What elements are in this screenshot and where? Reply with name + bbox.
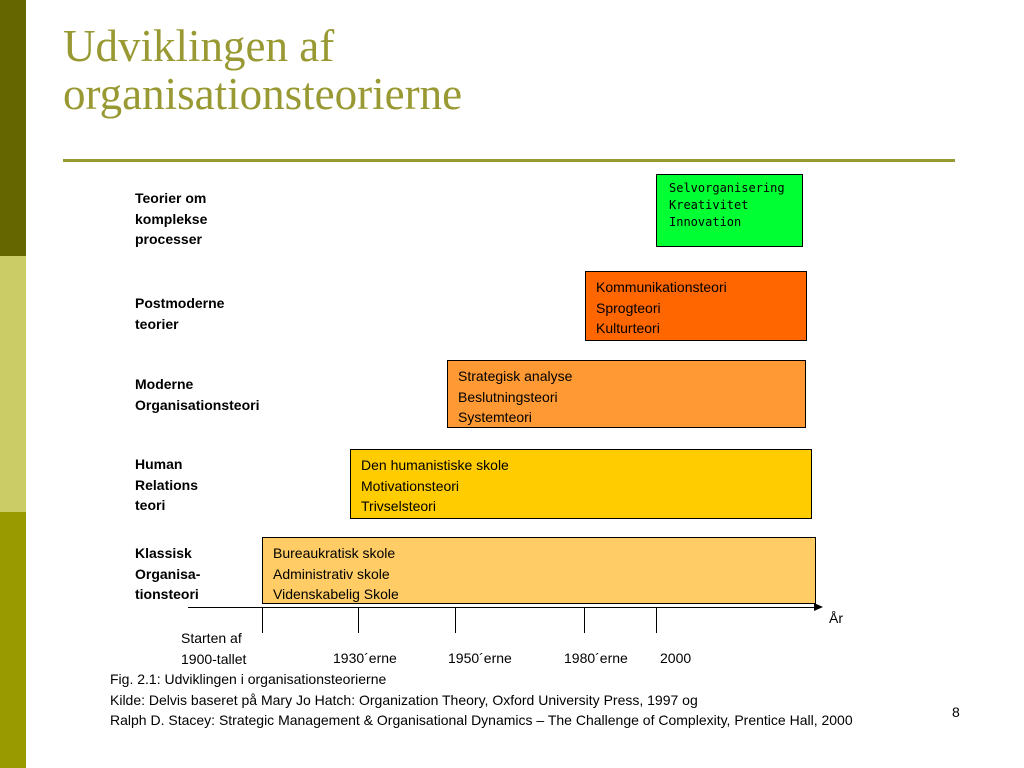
theory-item: Administrativ skole [273, 565, 390, 582]
figure-caption [110, 669, 853, 731]
theory-box-human-relations [350, 449, 812, 519]
theory-item: Sprogteori [596, 299, 661, 316]
axis-label: År [829, 610, 843, 626]
caption-line: Kilde: Delvis baseret på Mary Jo Hatch: Organization Theory, Oxford University Press, 1997 og [110, 691, 698, 708]
row-label-line: tionsteori [135, 586, 199, 602]
sidebar-segment-dark [0, 0, 26, 256]
theory-item: Trivselsteori [361, 498, 436, 514]
row-label-line: Moderne [135, 376, 194, 392]
theory-box-classical [262, 537, 816, 604]
theory-item: Innovation [669, 215, 742, 229]
title-divider [63, 159, 955, 162]
row-label-line: Teorier om [135, 190, 207, 206]
row-label-line: Klassisk [135, 545, 192, 561]
timeline-tick-1980 [584, 608, 585, 633]
row-label-postmodern [135, 293, 224, 334]
timeline-arrow-icon [814, 603, 823, 611]
timeline-label-1980: 1980´erne [564, 650, 628, 666]
timeline-label-start-line1: Starten af [181, 630, 242, 646]
timeline-label-1930: 1930´erne [333, 650, 397, 666]
theory-item: Systemteori [458, 409, 532, 425]
theory-item: Kreativitet [669, 198, 749, 212]
timeline-label-1950: 1950´erne [448, 650, 512, 666]
row-label-classical [135, 543, 200, 605]
row-label-line: Organisa- [135, 565, 201, 582]
theory-box-modern [447, 360, 806, 428]
theory-item: Den humanistiske skole [361, 457, 509, 473]
theory-item: Selvorganisering [669, 181, 785, 195]
caption-line: Ralph D. Stacey: Strategic Management & Organisational Dynamics – The Challenge of Complexity, Prentice Hall, 2000 [110, 712, 853, 728]
timeline-axis [188, 607, 820, 608]
timeline-tick-1950 [455, 608, 456, 633]
caption-line: Fig. 2.1: Udviklingen i organisationsteorierne [110, 671, 387, 687]
theory-item: Kulturteori [596, 320, 660, 336]
sidebar-segment-light [0, 256, 26, 512]
row-label-modern [135, 374, 259, 415]
row-label-line: processer [135, 231, 202, 247]
sidebar-segment-mid [0, 512, 26, 768]
sidebar-decoration [0, 0, 26, 768]
slide-title-line1: Udviklingen af [63, 21, 335, 71]
timeline-label-start [181, 628, 246, 669]
row-label-complex-processes [135, 188, 207, 250]
theory-item: Kommunikationsteori [596, 279, 727, 295]
timeline-tick-1900 [262, 608, 263, 633]
row-label-line: komplekse [135, 210, 208, 227]
slide-title [63, 22, 963, 118]
theory-box-postmodern [585, 271, 807, 341]
timeline-label-2000: 2000 [660, 650, 692, 666]
row-label-line: teorier [135, 315, 179, 332]
timeline-tick-2000 [656, 608, 657, 633]
theory-item: Motivationsteori [361, 477, 460, 494]
theory-item: Strategisk analyse [458, 368, 573, 384]
theory-item: Bureaukratisk skole [273, 545, 396, 561]
theory-item: Beslutningsteori [458, 388, 558, 405]
timeline-tick-1930 [358, 608, 359, 633]
row-label-line: Relations [135, 476, 199, 493]
timeline-label-start-line2: 1900-tallet [181, 650, 247, 667]
row-label-human-relations [135, 454, 198, 516]
theory-box-complex-processes [656, 174, 803, 247]
row-label-line: teori [135, 497, 166, 513]
row-label-line: Postmoderne [135, 295, 225, 311]
row-label-line: Organisationsteori [135, 396, 260, 413]
theory-item: Videnskabelig Skole [273, 586, 399, 602]
page-number: 8 [952, 704, 960, 720]
row-label-line: Human [135, 456, 183, 472]
slide-title-line2: organisationsteorierne [63, 69, 463, 119]
